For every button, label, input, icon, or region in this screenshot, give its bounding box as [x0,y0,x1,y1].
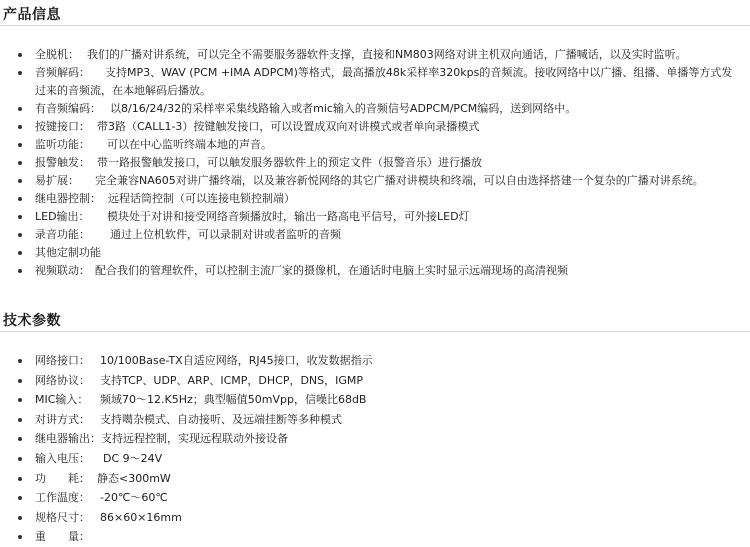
item-label: 按键接口： [35,120,90,133]
bullet-icon [18,437,22,441]
bullet-icon [18,53,22,57]
item-text: DC 9～24V [103,451,163,465]
item-text: 通过上位机软件，可以录制对讲或者监听的音频 [110,228,341,241]
item-label: 全脱机： [35,48,79,61]
item-text: 86×60×16mm [100,510,182,524]
bullet-icon [18,251,22,255]
item-text: 带一路报警触发接口，可以触发服务器软件上的预定文件（报警音乐）进行播放 [97,156,482,169]
item-label: 工作温度： [35,491,90,505]
item-text: 可以在中心监听终端本地的声音。 [107,138,272,151]
list-item-key-interface [0,118,750,136]
bullet-icon [18,125,22,129]
bullet-icon [18,215,22,219]
item-label: 重 量： [35,530,90,544]
product-info-title: 产品信息 [3,7,61,23]
list-item-weight [0,527,750,547]
bullet-icon [18,477,22,481]
tech-params-divider [0,331,750,332]
bullet-icon [18,71,22,75]
item-text: 带3路（CALL1-3）按键触发接口，可以设置成双向对讲模式或者单向录播模式 [97,120,480,133]
tech-params-list [0,351,750,547]
bullet-icon [18,107,22,111]
item-label: 音频解码： [35,66,90,79]
bullet-icon [18,161,22,165]
list-item-power [0,469,750,489]
item-label: 继电器输出： [35,432,101,446]
bullet-icon [18,418,22,422]
bullet-icon [18,179,22,183]
bullet-icon [18,398,22,402]
item-label: 继电器控制： [35,192,101,205]
item-label: 易扩展： [35,174,79,187]
item-text: 以8/16/24/32的采样率采集线路输入或者mic输入的音频信号ADPCM/PCM编码，送到网络中。 [110,102,577,115]
item-label: 有音频编码： [35,102,101,115]
list-item-expand [0,172,750,190]
list-item-video-link [0,262,750,280]
item-text: 配合我们的管理软件，可以控制主流厂家的摄像机，在通话时电脑上实时显示远端现场的高清视频 [95,264,568,277]
item-label: 报警触发： [35,156,90,169]
bullet-icon [18,143,22,147]
bullet-icon [18,516,22,520]
list-item-input-voltage [0,449,750,469]
list-item-audio-encode [0,100,750,118]
item-label: MIC输入： [35,393,89,407]
bullet-icon [18,269,22,273]
product-info-list [0,46,750,280]
item-label: 视频联动： [35,264,90,277]
item-text: 支持噶杂模式、自动接听、及远端挂断等多种模式 [100,412,342,426]
bullet-icon [18,496,22,500]
list-item-intercom-mode [0,410,750,430]
product-info-divider [0,25,750,26]
item-label: LED输出： [35,210,90,223]
item-label: 其他定制功能 [35,246,101,259]
bullet-icon [18,233,22,237]
bullet-icon [18,197,22,201]
list-item-recording [0,226,750,244]
item-label: 监听功能： [35,138,90,151]
list-item-custom [0,244,750,262]
item-text: 支持MP3、WAV (PCM +IMA ADPCM)等格式，最高播放48k采样率320kps的音频流。接收网络中以广播、组播、单播等方式发过来的音频流，在本地解码后播放。 [35,66,733,97]
item-label: 录音功能： [35,228,90,241]
item-label: 输入电压： [35,451,90,465]
item-text: 我们的广播对讲系统，可以完全不需要服务器软件支撑，直接和NM803网络对讲主机双向通话，广播喊话，以及实时监听。 [87,48,687,61]
bullet-icon [18,379,22,383]
list-item-relay [0,190,750,208]
list-item-mic-input [0,390,750,410]
item-label: 网络协议： [35,373,90,387]
item-text: 支持TCP、UDP、ARP、ICMP，DHCP，DNS，IGMP [100,373,364,387]
list-item-relay-output [0,429,750,449]
item-label: 对讲方式： [35,412,90,426]
item-label: 网络接口： [35,354,90,367]
list-item-offline [0,46,750,64]
tech-params-title: 技术参数 [3,313,61,329]
bullet-icon [18,457,22,461]
item-text: 10/100Base-TX自适应网络，RJ45接口，收发数据指示 [100,354,373,367]
item-text: 模块处于对讲和接受网络音频播放时，输出一路高电平信号，可外接LED灯 [107,210,470,223]
list-item-monitor [0,136,750,154]
list-item-network-protocol [0,371,750,391]
list-item-audio-decode [0,64,750,100]
item-label: 功 耗： [35,471,90,485]
item-label: 规格尺寸： [35,510,90,524]
list-item-temperature [0,488,750,508]
list-item-alarm [0,154,750,172]
item-text: 静态<300mW [97,471,171,485]
bullet-icon [18,359,22,363]
list-item-led [0,208,750,226]
list-item-network-interface [0,351,750,371]
item-text: 完全兼容NA605对讲广播终端，以及兼容新悦网络的其它广播对讲模块和终端，可以自由选择搭建一个复杂的广播对讲系统。 [95,174,704,187]
item-text: 支持远程控制，实现远程联动外接设备 [101,432,288,446]
item-text: 远程话筒控制（可以连接电锁控制端） [108,192,295,205]
item-text: 频域70～12.K5Hz；典型幅值50mVpp，信噪比68dB [100,393,367,407]
item-text: -20℃～60℃ [100,491,168,505]
list-item-dimensions [0,508,750,528]
